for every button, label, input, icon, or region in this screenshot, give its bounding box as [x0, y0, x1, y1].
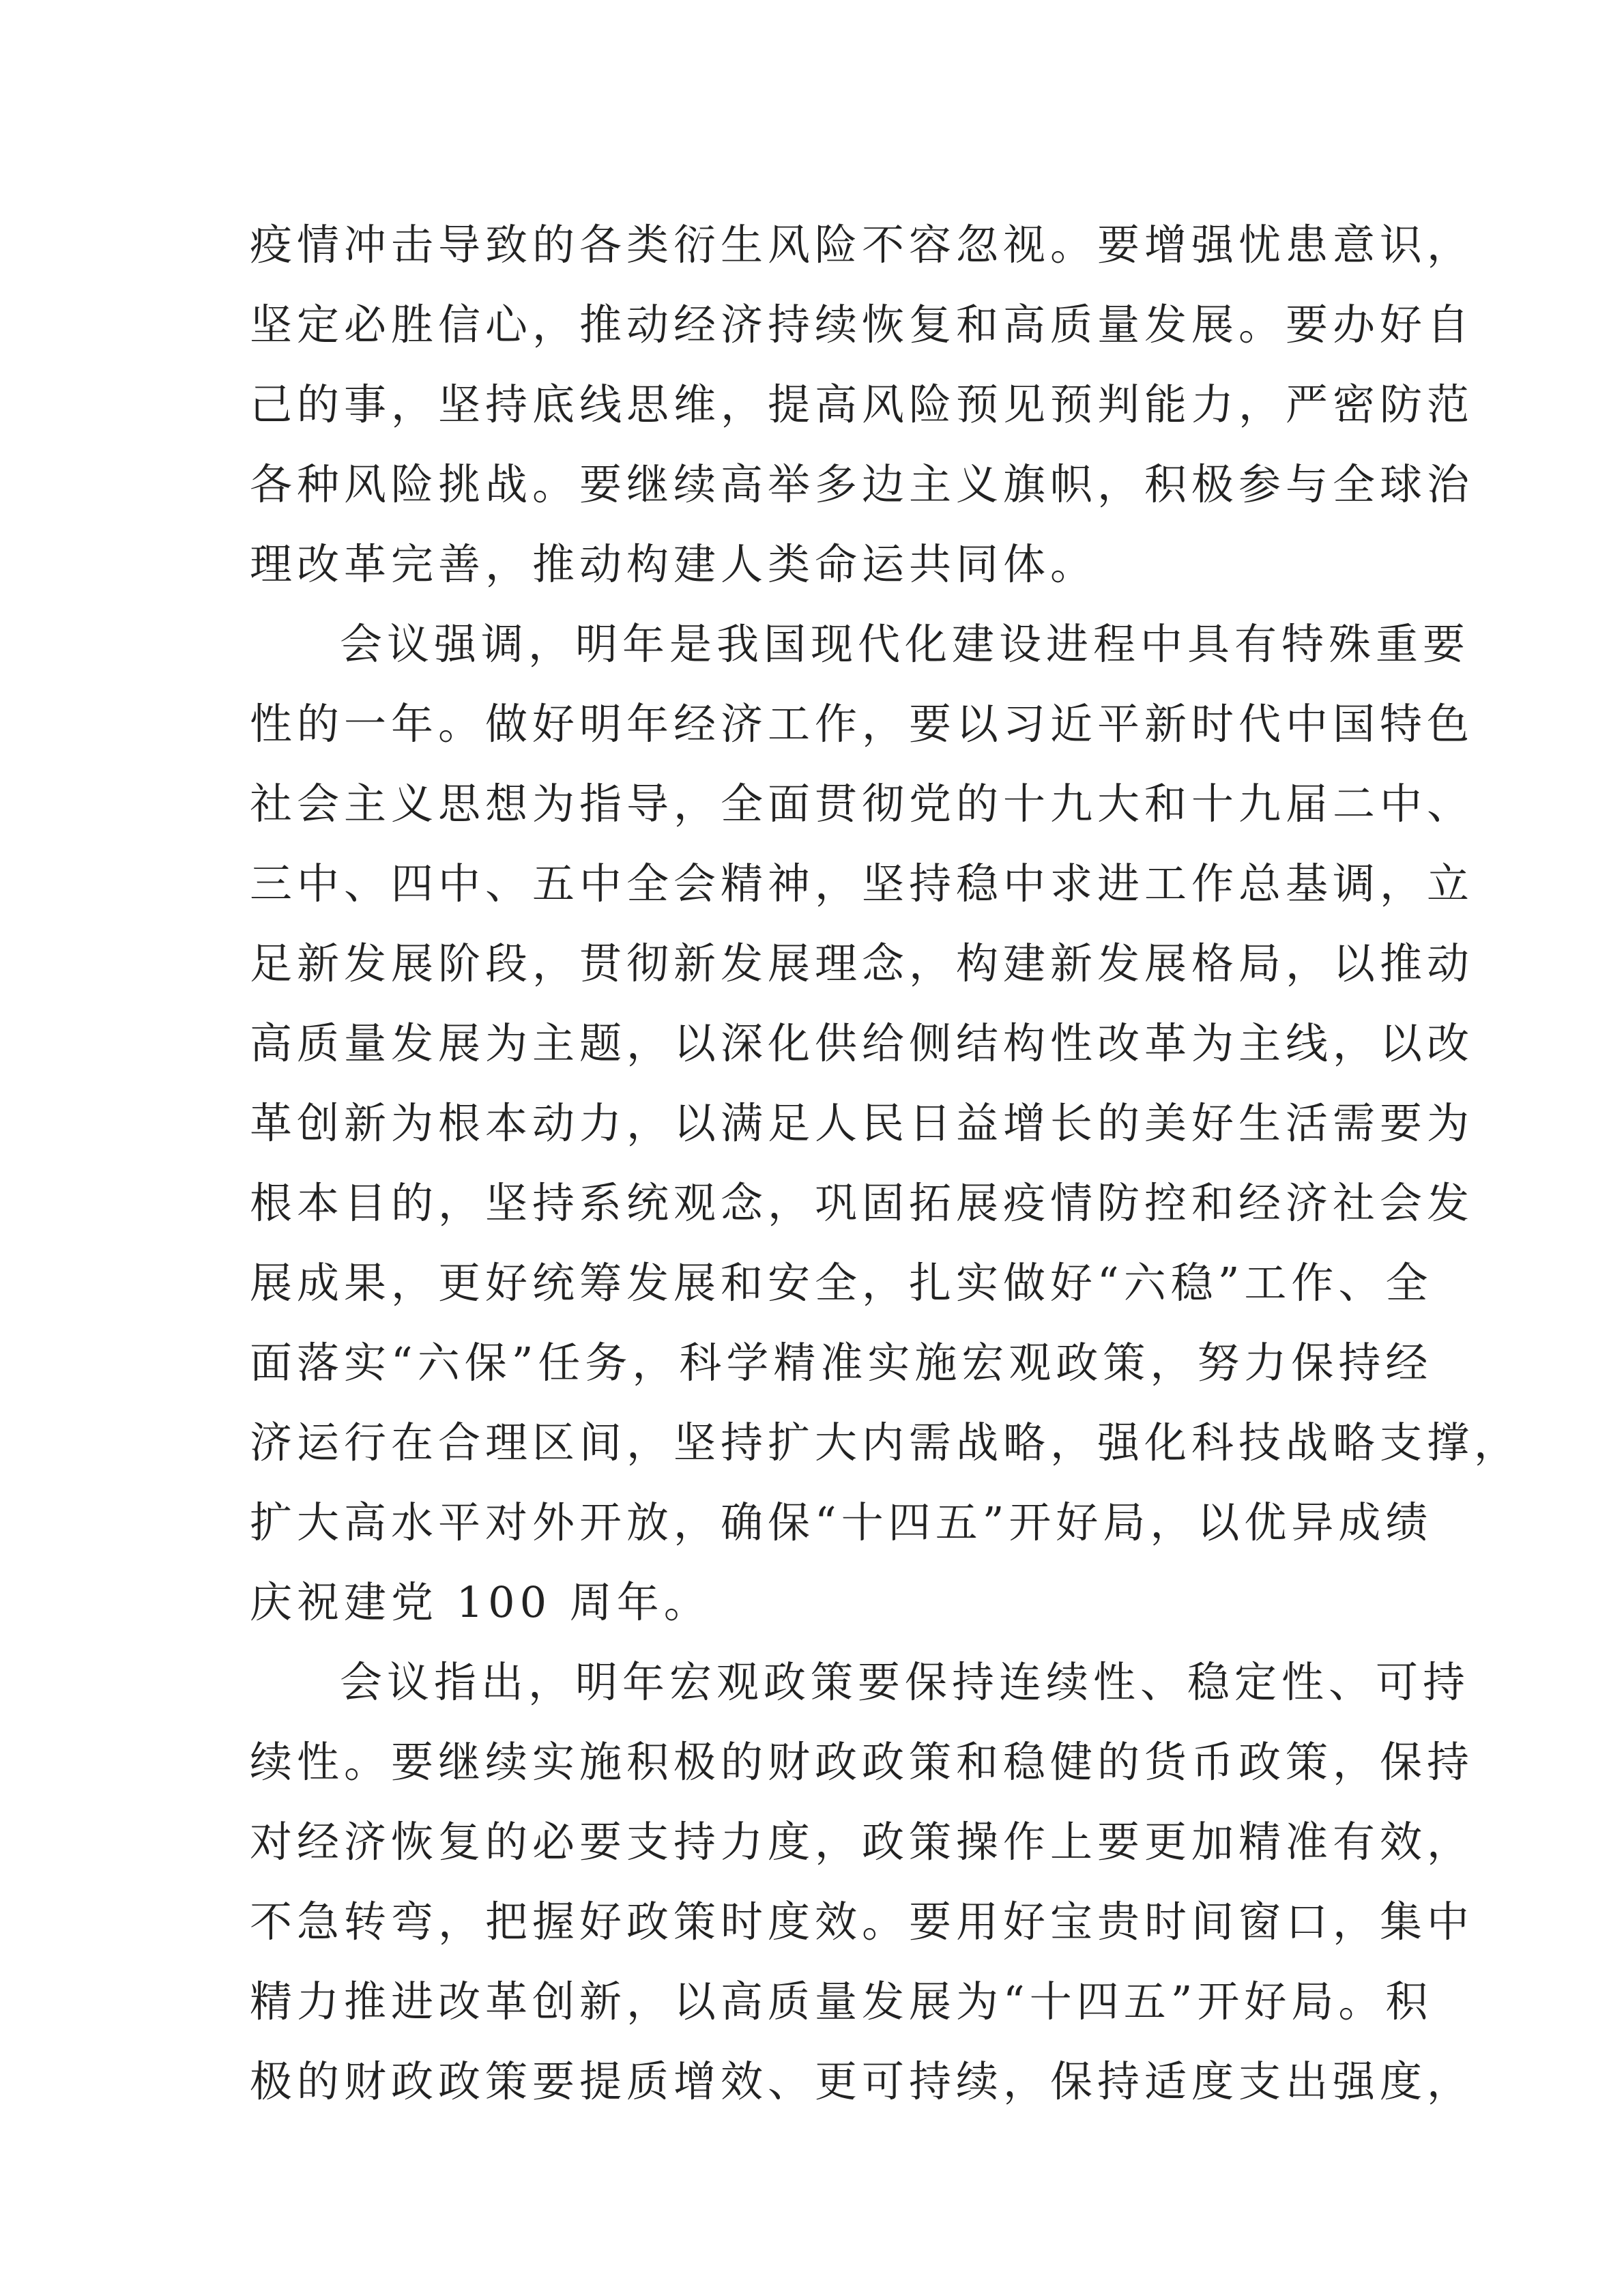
text-line: 展成果，更好统筹发展和安全，扎实做好“六稳”工作、全 [250, 1258, 1433, 1308]
document-body [250, 205, 1522, 2121]
text-line: 扩大高水平对外开放，确保“十四五”开好局，以优异成绩 [250, 1497, 1433, 1547]
text-line: 疫情冲击导致的各类衍生风险不容忽视。要增强忧患意识， [250, 220, 1475, 270]
text-line: 己的事，坚持底线思维，提高风险预见预判能力，严密防范 [250, 379, 1475, 429]
paragraph [250, 1642, 1475, 2121]
text-line: 足新发展阶段，贯彻新发展理念，构建新发展格局，以推动 [250, 938, 1475, 988]
text-line: 理改革完善，推动构建人类命运共同体。 [250, 539, 1098, 589]
text-line: 三中、四中、五中全会精神，坚持稳中求进工作总基调，立 [250, 859, 1475, 908]
text-line: 不急转弯，把握好政策时度效。要用好宝贵时间窗口，集中 [250, 1897, 1475, 1947]
text-line: 精力推进改革创新，以高质量发展为“十四五”开好局。积 [250, 1977, 1433, 2026]
text-line: 会议强调，明年是我国现代化建设进程中具有特殊重要 [340, 619, 1470, 669]
text-line: 根本目的，坚持系统观念，巩固拓展疫情防控和经济社会发 [250, 1178, 1475, 1228]
paragraph [250, 205, 1475, 604]
text-line: 济运行在合理区间，坚持扩大内需战略，强化科技战略支撑， [250, 1418, 1522, 1467]
text-line: 会议指出，明年宏观政策要保持连续性、稳定性、可持 [340, 1657, 1470, 1707]
text-line: 各种风险挑战。要继续高举多边主义旗帜，积极参与全球治 [250, 459, 1475, 509]
text-line: 庆祝建党 100 周年。 [250, 1577, 711, 1627]
text-line: 面落实“六保”任务，科学精准实施宏观政策，努力保持经 [250, 1338, 1433, 1388]
text-line: 续性。要继续实施积极的财政政策和稳健的货币政策，保持 [250, 1737, 1475, 1787]
text-line: 性的一年。做好明年经济工作，要以习近平新时代中国特色 [250, 699, 1475, 749]
text-line: 对经济恢复的必要支持力度，政策操作上要更加精准有效， [250, 1817, 1475, 1867]
text-line: 坚定必胜信心，推动经济持续恢复和高质量发展。要办好自 [250, 300, 1475, 349]
paragraph [250, 604, 1522, 1642]
text-line: 社会主义思想为指导，全面贯彻党的十九大和十九届二中、 [250, 779, 1475, 829]
text-line: 革创新为根本动力，以满足人民日益增长的美好生活需要为 [250, 1098, 1475, 1148]
text-line: 高质量发展为主题，以深化供给侧结构性改革为主线，以改 [250, 1018, 1475, 1068]
text-line: 极的财政政策要提质增效、更可持续，保持适度支出强度， [250, 2056, 1475, 2106]
